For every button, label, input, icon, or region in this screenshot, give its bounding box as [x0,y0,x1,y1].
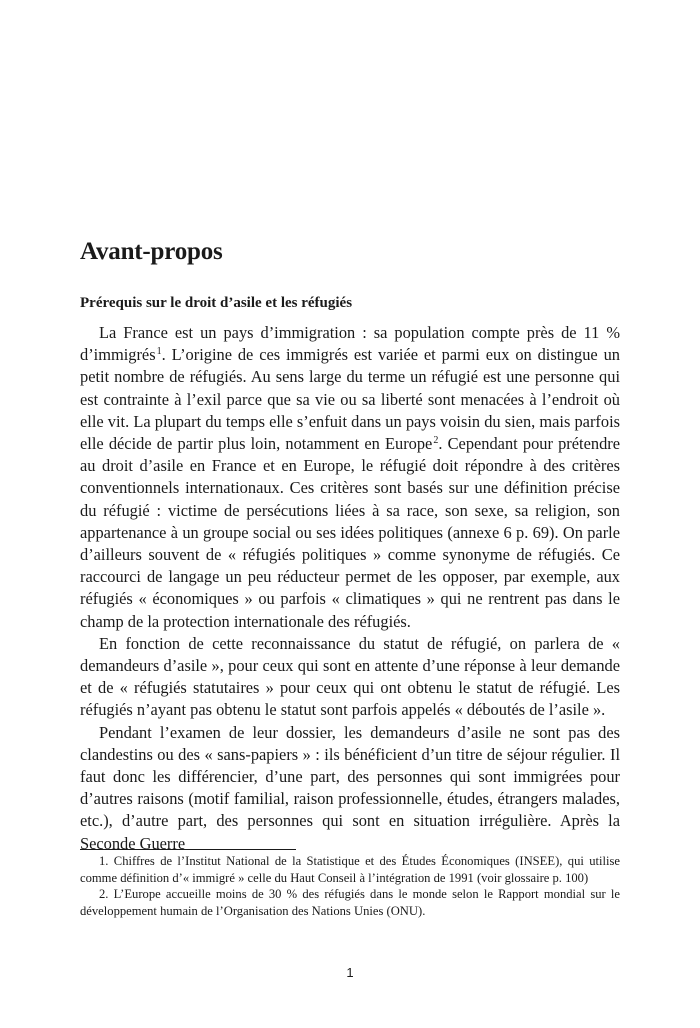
footnote-2-text-b: ). [418,903,426,918]
footnote-2-text-a: 2. L’Europe accueille moins de 30 % des réfugiés dans le monde selon le Rapport mondial sur le développement humain de l’Organisation des Nations Unies ( [80,887,620,918]
paragraph-1-text-a: La France est un pays d’immigration : sa population compte près de 11 % d’immigrés [80,323,620,365]
footnote-2-abbr: ONU [390,903,418,918]
footnotes [80,853,620,919]
footnote-1-abbr: INSEE [519,854,556,868]
body-text [80,322,620,855]
paragraph-1-text-c: . Cependant pour prétendre au droit d’asile en France et en Europe, le réfugié doit répondre à des critères conventionnels internationaux. Ces critères sont basés sur une définition précise du réfugié : victime de persécutions liées à sa race, son sexe, sa religion, son appartenance à un groupe social ou ses idées politiques (annexe 6 p. 69). On parle d’ailleurs souvent de « réfugiés politiques » comme synonyme de réfugiés. Ce raccourci de langage un peu réducteur permet de les opposer, par exemple, aux réfugiés « économiques » ou parfois « climatiques » qui ne rentrent pas dans le champ de la protection internationale des réfugiés. [80,434,620,631]
chapter-title: Avant-propos [80,238,223,265]
footnote-ref-1[interactable]: 1 [156,346,162,358]
footnote-1-text-a: 1. Chiffres de l’Institut National de la Statistique et des Études Économiques ( [99,854,520,868]
paragraph-1-text-b: . L’origine de ces immigrés est variée et parmi eux on distingue un petit nombre de réfugiés. Au sens large du terme un réfugié est une personne qui est contrainte à l’exil parce que sa vie ou sa liberté sont menacées à l’endroit où elle vit. La plupart du temps elle s’enfuit dans un pays voisin du sien, mais parfois elle décide de partir plus loin, notamment en Europe [80,345,620,454]
footnote-1 [80,853,620,886]
paragraph-1 [80,322,620,633]
page-number: 1 [346,965,354,980]
footnote-ref-2[interactable]: 2 [433,435,439,447]
footnote-1-text-b: ), qui utilise comme définition d’« immigré » celle du Haut Conseil à l’intégration de 1991 (voir glossaire p. 100) [80,854,620,885]
footnote-separator [80,849,296,850]
section-title: Prérequis sur le droit d’asile et les réfugiés [80,295,353,311]
paragraph-3: Pendant l’examen de leur dossier, les demandeurs d’asile ne sont pas des clandestins ou des « sans-papiers » : ils bénéficient d’un titre de séjour régulier. Il faut donc les différencier, d’une part, des personnes qui sont immigrées pour d’autres raisons (motif familial, raison professionnelle, études, étrangers malades, etc.), d’autre part, des personnes qui sont en situation irrégulière. Après la Seconde Guerre [80,722,620,853]
paragraph-2: En fonction de cette reconnaissance du statut de réfugié, on parlera de « demandeurs d’asile », pour ceux qui sont en attente d’une réponse à leur demande et de « réfugiés statutaires » pour ceux qui ont obtenu le statut de réfugié. Les réfugiés n’ayant pas obtenu le statut sont parfois appelés « déboutés de l’asile ». [80,633,620,720]
footnote-2 [80,886,620,919]
